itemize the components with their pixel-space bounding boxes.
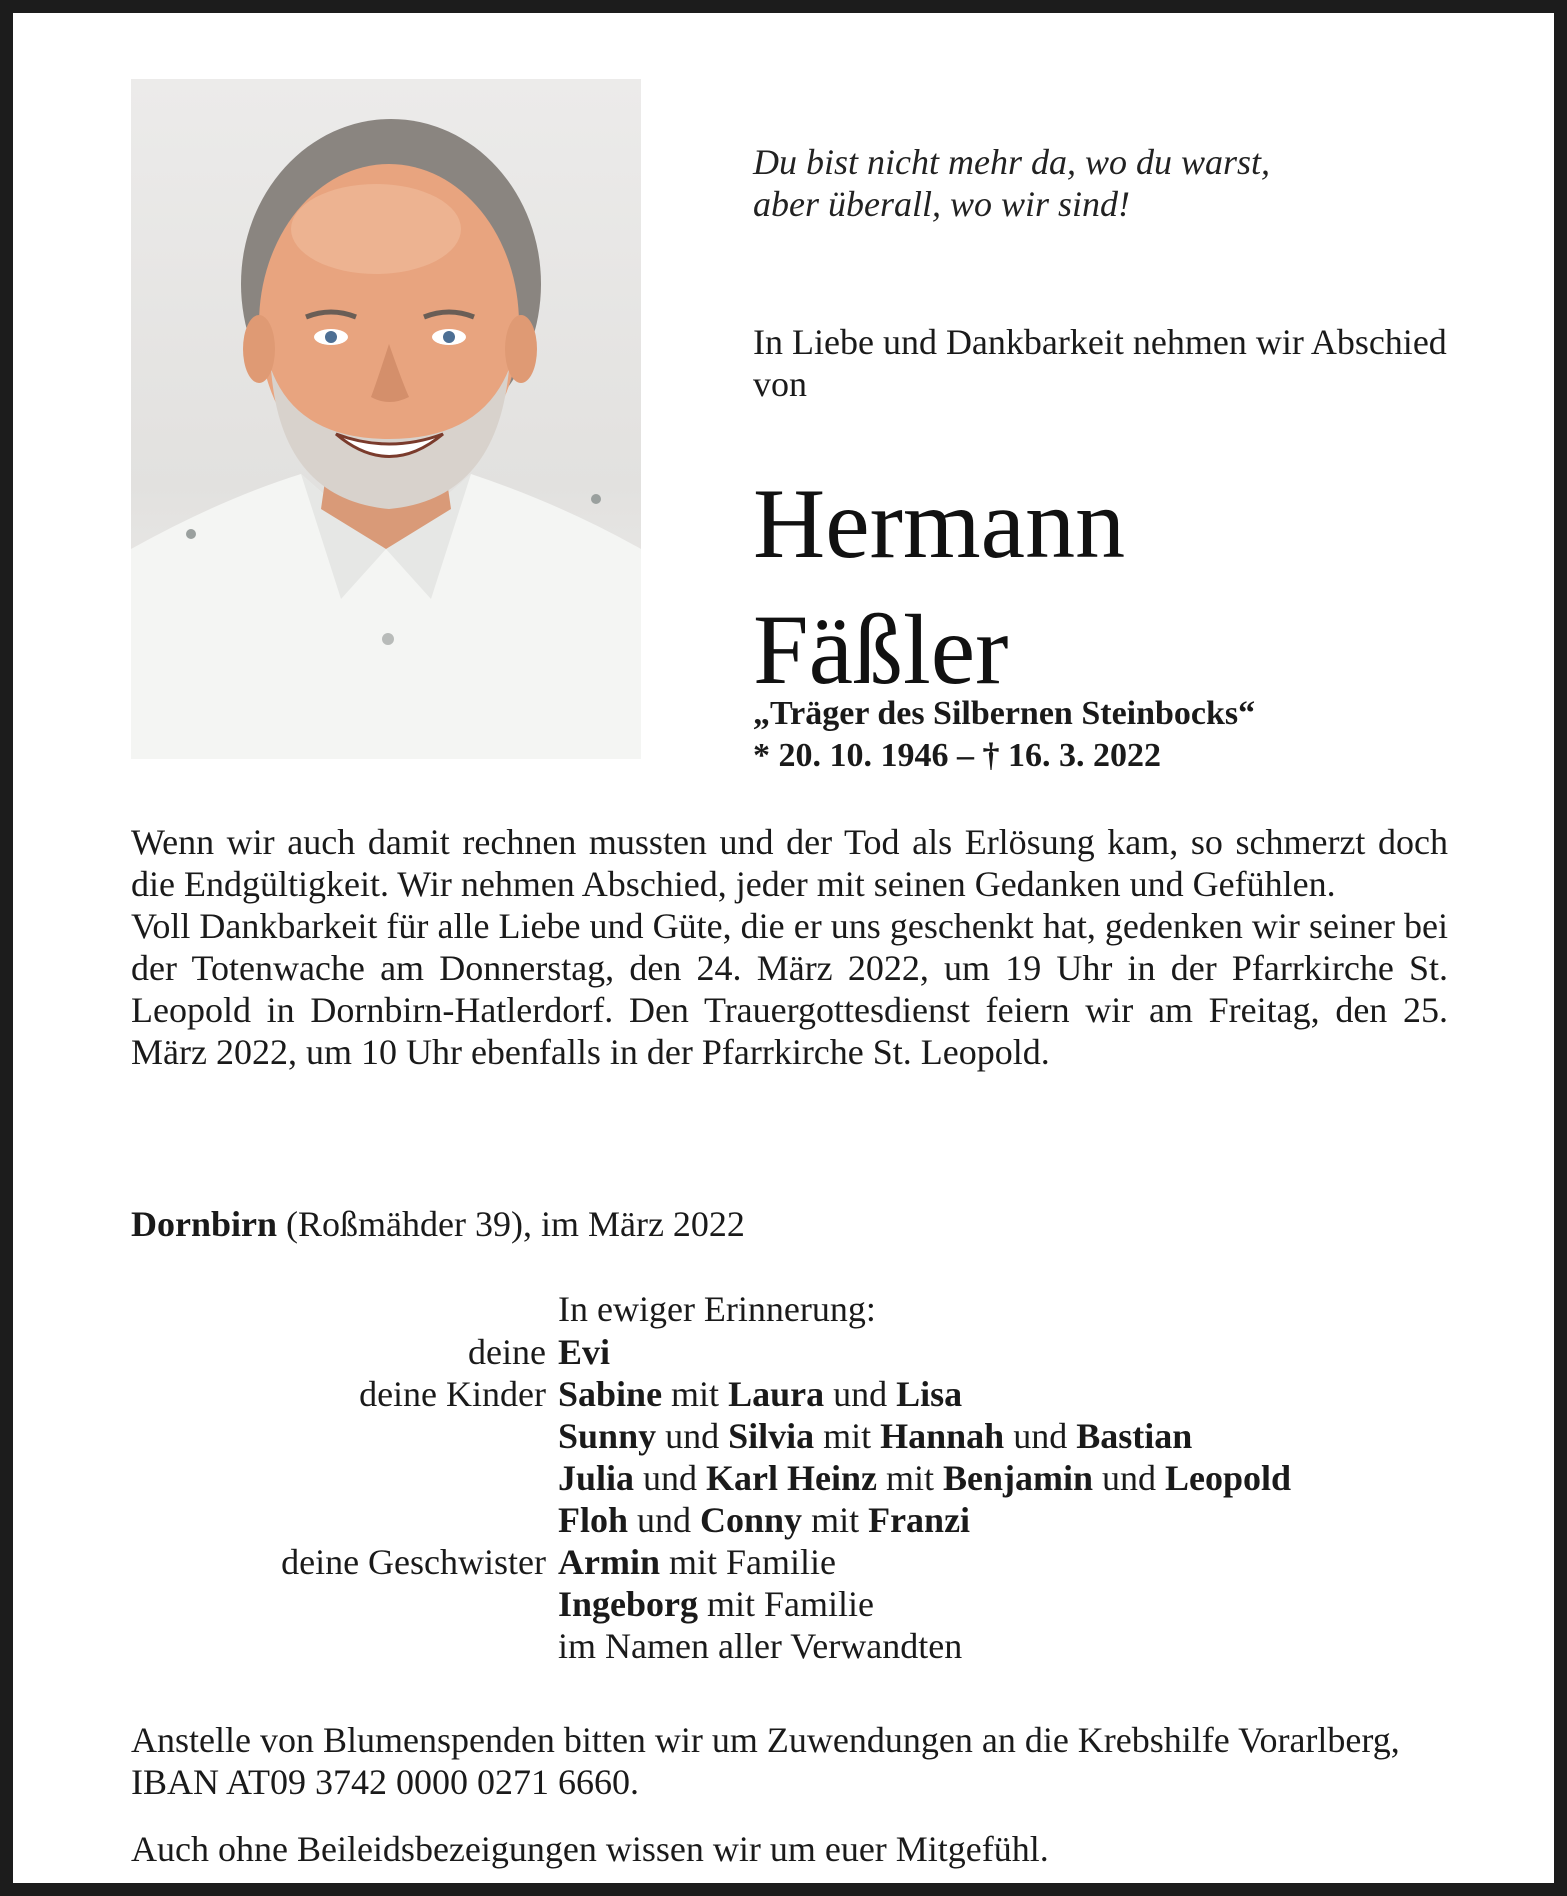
family-member-name: Floh xyxy=(558,1500,629,1540)
family-row xyxy=(131,1331,1461,1373)
family-members xyxy=(558,1373,962,1415)
motto-line-1: Du bist nicht mehr da, wo du warst, xyxy=(753,142,1271,182)
life-dates: * 20. 10. 1946 – † 16. 3. 2022 xyxy=(753,737,1161,774)
family-list xyxy=(131,1331,1461,1667)
place-date xyxy=(131,1203,745,1245)
family-members xyxy=(558,1457,1291,1499)
family-connector: und xyxy=(656,1416,729,1456)
family-row xyxy=(131,1583,1461,1625)
family-member-name: Lisa xyxy=(896,1374,963,1414)
family-member-name: Julia xyxy=(558,1458,635,1498)
family-label xyxy=(131,1457,558,1499)
family-member-name: Bastian xyxy=(1076,1416,1193,1456)
family-row xyxy=(131,1415,1461,1457)
family-connector: mit xyxy=(877,1458,944,1498)
family-label xyxy=(131,1415,558,1457)
family-connector: und xyxy=(824,1374,897,1414)
family-member-name: Benjamin xyxy=(943,1458,1094,1498)
place-rest: (Roßmähder 39), im März 2022 xyxy=(277,1204,745,1244)
family-connector: und xyxy=(1004,1416,1077,1456)
family-member-name: Conny xyxy=(700,1500,803,1540)
family-connector: mit xyxy=(814,1416,881,1456)
family-member-name: Silvia xyxy=(728,1416,815,1456)
family-label: deine Kinder xyxy=(359,1374,546,1414)
portrait-photo xyxy=(131,79,641,759)
family-member-name: Laura xyxy=(728,1374,825,1414)
family-members xyxy=(558,1331,610,1373)
main-text xyxy=(131,821,1448,1073)
family-members xyxy=(558,1583,874,1625)
paragraph-1: Wenn wir auch damit rechnen mussten und der Tod als Erlösung kam, so schmerzt doch die Endgültigkeit. Wir nehmen Abschied, jeder mit seinen Gedanken und Gefühlen. xyxy=(131,822,1448,904)
memory-heading: In ewiger Erinnerung: xyxy=(558,1289,876,1329)
first-name: Hermann xyxy=(753,468,1126,579)
family-label xyxy=(131,1625,558,1667)
family-member-name: Evi xyxy=(558,1332,611,1372)
family-member-name: Karl Heinz xyxy=(706,1458,877,1498)
family-label: deine Geschwister xyxy=(281,1542,546,1582)
family-members xyxy=(558,1625,962,1667)
family-members xyxy=(558,1499,970,1541)
family-connector: und xyxy=(634,1458,707,1498)
family-connector: im Namen aller Verwandten xyxy=(558,1626,963,1666)
family-row xyxy=(131,1499,1461,1541)
family-connector: und xyxy=(1093,1458,1166,1498)
family-connector: mit xyxy=(802,1500,869,1540)
family-label xyxy=(131,1499,558,1541)
motto-line-2: aber überall, wo wir sind! xyxy=(753,184,1131,224)
last-name: Fäßler xyxy=(753,594,1009,705)
obituary-page xyxy=(13,13,1554,1883)
family-members xyxy=(558,1415,1192,1457)
family-label xyxy=(131,1583,558,1625)
donation-note: Anstelle von Blumenspenden bitten wir um Zuwendungen an die Krebshilfe Vorarlberg, IBAN AT09 3742 0000 0271 6660. xyxy=(131,1720,1400,1802)
intro-text: In Liebe und Dankbarkeit nehmen wir Abschied von xyxy=(753,322,1447,404)
deceased-name xyxy=(753,461,1125,713)
family-connector: mit Familie xyxy=(660,1542,836,1582)
motto-quote xyxy=(753,141,1270,225)
family-row xyxy=(131,1373,1461,1415)
closing-note: Auch ohne Beileidsbezeigungen wissen wir um euer Mitgefühl. xyxy=(131,1829,1049,1869)
family-label: deine xyxy=(468,1332,546,1372)
family-connector: und xyxy=(628,1500,701,1540)
place-city: Dornbirn xyxy=(131,1204,278,1244)
family-member-name: Franzi xyxy=(868,1500,971,1540)
paragraph-2: Voll Dankbarkeit für alle Liebe und Güte, die er uns geschenkt hat, gedenken wir seiner bei der Totenwache am Donnerstag, den 24. März 2022, um 19 Uhr in der Pfarrkirche St. Leopold in Dornbirn-Hatlerdorf. Den Trauergottesdienst feiern wir am Freitag, den 25. März 2022, um 10 Uhr ebenfalls in der Pfarrkirche St. Leopold. xyxy=(131,906,1448,1072)
family-connector: mit xyxy=(662,1374,729,1414)
family-member-name: Ingeborg xyxy=(558,1584,699,1624)
family-row xyxy=(131,1457,1461,1499)
family-member-name: Armin xyxy=(558,1542,660,1582)
family-connector: mit Familie xyxy=(698,1584,875,1624)
family-members xyxy=(558,1541,836,1583)
family-member-name: Leopold xyxy=(1165,1458,1292,1498)
family-member-name: Hannah xyxy=(880,1416,1005,1456)
honor-title: „Träger des Silbernen Steinbocks“ xyxy=(753,695,1256,732)
family-member-name: Sunny xyxy=(558,1416,657,1456)
family-row xyxy=(131,1541,1461,1583)
family-member-name: Sabine xyxy=(558,1374,663,1414)
family-row xyxy=(131,1625,1461,1667)
